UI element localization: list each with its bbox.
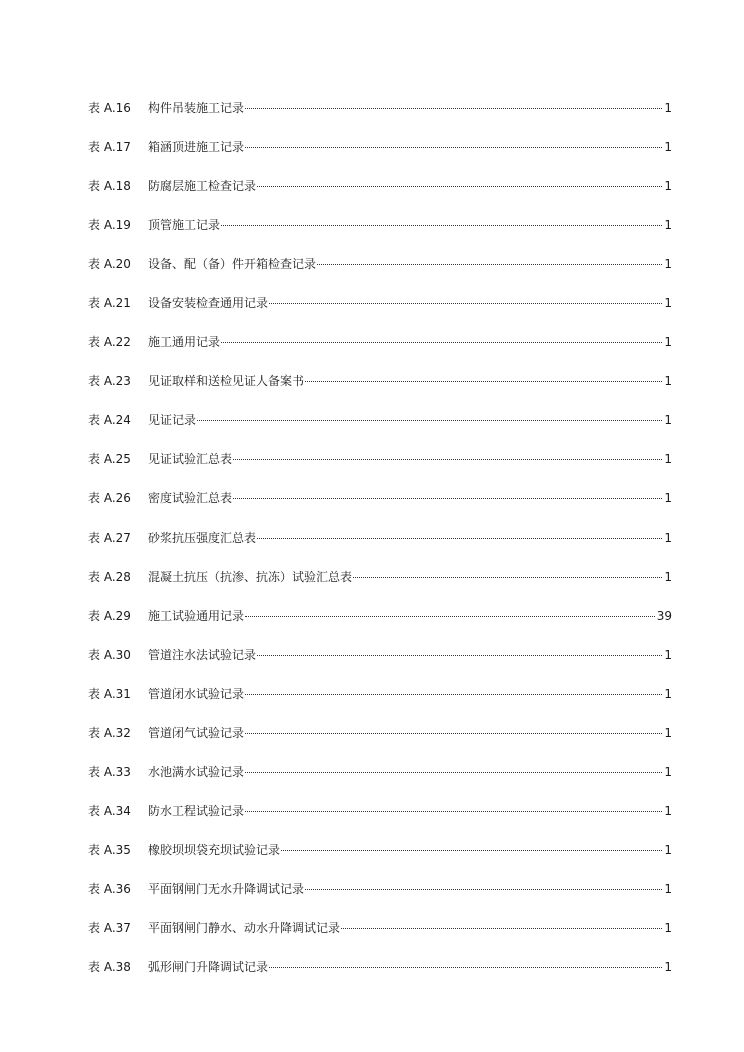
toc-entry-number: 表 A.19: [88, 218, 131, 233]
toc-entry-page: 1: [664, 491, 672, 506]
toc-leader-dots: [221, 225, 662, 226]
toc-entry[interactable]: [88, 917, 672, 956]
toc-entry-page: 1: [664, 140, 672, 155]
toc-entry[interactable]: [88, 331, 672, 370]
toc-leader-dots: [245, 108, 662, 109]
toc-entry[interactable]: [88, 800, 672, 839]
toc-entry-number: 表 A.38: [88, 960, 131, 975]
toc-leader-dots: [233, 498, 662, 499]
toc-entry[interactable]: [88, 292, 672, 331]
toc-leader-dots: [257, 538, 662, 539]
toc-leader-dots: [257, 655, 662, 656]
toc-entry-number: 表 A.21: [88, 296, 131, 311]
toc-entry-page: 39: [656, 608, 672, 623]
toc-entry-page: 1: [664, 842, 672, 857]
toc-entry-page: 1: [664, 413, 672, 428]
toc-entry-number: 表 A.31: [88, 686, 131, 701]
toc-entry-page: 1: [664, 218, 672, 233]
toc-entry-page: 1: [664, 335, 672, 350]
toc-entry-number: 表 A.33: [88, 764, 131, 779]
toc-entry[interactable]: [88, 97, 672, 136]
toc-entry[interactable]: [88, 683, 672, 722]
toc-entry-title: 设备、配（备）件开箱检查记录: [148, 257, 317, 272]
toc-entry[interactable]: [88, 839, 672, 878]
toc-entry-number: 表 A.37: [88, 920, 131, 935]
toc-leader-dots: [269, 967, 662, 968]
toc-entry-number: 表 A.30: [88, 647, 131, 662]
toc-entry-number: 表 A.22: [88, 335, 131, 350]
toc-entry-page: 1: [664, 257, 672, 272]
toc-entry-page: 1: [664, 374, 672, 389]
toc-entry-title: 防水工程试验记录: [148, 803, 245, 818]
toc-leader-dots: [221, 342, 662, 343]
toc-entry-title: 防腐层施工检查记录: [148, 179, 257, 194]
toc-entry-title: 管道闭气试验记录: [148, 725, 245, 740]
toc-entry-number: 表 A.17: [88, 140, 131, 155]
toc-entry[interactable]: [88, 487, 672, 526]
toc-entry-page: 1: [664, 452, 672, 467]
toc-leader-dots: [245, 147, 662, 148]
toc-leader-dots: [353, 577, 662, 578]
toc-entry-title: 混凝土抗压（抗渗、抗冻）试验汇总表: [148, 569, 353, 584]
toc-leader-dots: [269, 303, 662, 304]
toc-entry-number: 表 A.24: [88, 413, 131, 428]
toc-entry-title: 密度试验汇总表: [148, 491, 233, 506]
toc-leader-dots: [305, 381, 662, 382]
toc-entry-number: 表 A.36: [88, 881, 131, 896]
toc-entry-title: 水池满水试验记录: [148, 764, 245, 779]
toc-entry-title: 橡胶坝坝袋充坝试验记录: [148, 842, 281, 857]
toc-entry-page: 1: [664, 764, 672, 779]
toc-entry-title: 见证取样和送检见证人备案书: [148, 374, 305, 389]
toc-entry-title: 箱涵顶进施工记录: [148, 140, 245, 155]
toc-entry-title: 设备安装检查通用记录: [148, 296, 269, 311]
toc-entry-page: 1: [664, 647, 672, 662]
toc-leader-dots: [233, 459, 662, 460]
toc-entry-number: 表 A.32: [88, 725, 131, 740]
toc-entry[interactable]: [88, 605, 672, 644]
toc-entry-page: 1: [664, 569, 672, 584]
toc-entry-title: 管道闭水试验记录: [148, 686, 245, 701]
toc-entry[interactable]: [88, 214, 672, 253]
toc-leader-dots: [281, 850, 662, 851]
toc-entry-page: 1: [664, 530, 672, 545]
toc-leader-dots: [245, 616, 655, 617]
toc-leader-dots: [245, 772, 662, 773]
toc-entry[interactable]: [88, 527, 672, 566]
toc-entry-number: 表 A.26: [88, 491, 131, 506]
toc-entry[interactable]: [88, 722, 672, 761]
toc-entry-title: 弧形闸门升降调试记录: [148, 960, 269, 975]
toc-leader-dots: [245, 733, 662, 734]
toc-entry-number: 表 A.23: [88, 374, 131, 389]
toc-entry[interactable]: [88, 175, 672, 214]
toc-entry-title: 施工通用记录: [148, 335, 221, 350]
toc-entry-page: 1: [664, 101, 672, 115]
toc-entry-number: 表 A.20: [88, 257, 131, 272]
toc-entry[interactable]: [88, 253, 672, 292]
toc-entry[interactable]: [88, 761, 672, 800]
toc-entry-title: 见证试验汇总表: [148, 452, 233, 467]
toc-entry-page: 1: [664, 803, 672, 818]
toc-entry[interactable]: [88, 566, 672, 605]
toc-entry-title: 见证记录: [148, 413, 197, 428]
toc-entry-number: 表 A.27: [88, 530, 131, 545]
toc-entry[interactable]: [88, 956, 672, 995]
toc-entry-page: 1: [664, 960, 672, 975]
toc-entry-title: 顶管施工记录: [148, 218, 221, 233]
toc-leader-dots: [341, 928, 662, 929]
toc-entry-number: 表 A.28: [88, 569, 131, 584]
toc-entry-title: 施工试验通用记录: [148, 608, 245, 623]
toc-entry[interactable]: [88, 644, 672, 683]
toc-leader-dots: [317, 264, 662, 265]
toc-entry-number: 表 A.34: [88, 803, 131, 818]
toc-leader-dots: [197, 420, 662, 421]
toc-leader-dots: [305, 889, 662, 890]
toc-leader-dots: [257, 186, 662, 187]
toc-entry-page: 1: [664, 920, 672, 935]
toc-entry[interactable]: [88, 136, 672, 175]
toc-entry-page: 1: [664, 296, 672, 311]
toc-entry[interactable]: [88, 409, 672, 448]
toc-entry-title: 平面钢闸门静水、动水升降调试记录: [148, 920, 341, 935]
toc-entry-page: 1: [664, 179, 672, 194]
toc-entry[interactable]: [88, 448, 672, 487]
toc-entry-title: 砂浆抗压强度汇总表: [148, 530, 257, 545]
toc-entry-number: 表 A.29: [88, 608, 131, 623]
toc-entry-title: 构件吊装施工记录: [148, 101, 245, 115]
toc-leader-dots: [245, 811, 662, 812]
toc-entry[interactable]: [88, 370, 672, 409]
toc-leader-dots: [245, 694, 662, 695]
toc-entry-page: 1: [664, 881, 672, 896]
toc-entry-number: 表 A.16: [88, 101, 131, 115]
toc-entry[interactable]: [88, 878, 672, 917]
toc-entry-number: 表 A.35: [88, 842, 131, 857]
toc-entry-title: 管道注水法试验记录: [148, 647, 257, 662]
toc-entry-number: 表 A.25: [88, 452, 131, 467]
toc-entry-page: 1: [664, 725, 672, 740]
toc-entry-page: 1: [664, 686, 672, 701]
table-of-contents: [88, 97, 672, 995]
toc-entry-title: 平面钢闸门无水升降调试记录: [148, 881, 305, 896]
toc-entry-number: 表 A.18: [88, 179, 131, 194]
